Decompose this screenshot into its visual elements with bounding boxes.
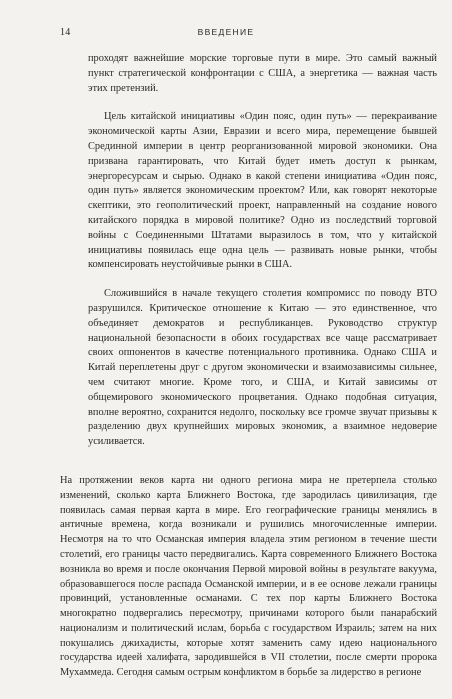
quote-paragraph-2: Цель китайской инициативы «Один пояс, один путь» — перекраивание экономической карты Азии, Евразии и всего мира, перемещение бывшей Срединной империи в центр реорганизованной мировой экономики. Она призвана гарантировать, что Китай будет иметь доступ к рынкам, энергоресурсам и сырью. Однако в какой степени инициатива «Один пояс, один путь» является экономическим проектом? Или, как говорят некоторые скептики, это геополитический проект, направленный на создание нового китайского порядка в мировой политике? Одно из последствий торговой войны с Соединенными Штатами выразилось в том, что у китайской инициативы появилась еще одна цель — развивать новые рынки, чтобы компенсировать неустойчивые рынки в США. bbox=[88, 111, 437, 271]
main-text-block bbox=[60, 474, 437, 681]
page-body bbox=[0, 52, 452, 681]
page-header bbox=[0, 27, 452, 41]
running-head: ВВЕДЕНИЕ bbox=[197, 27, 255, 37]
main-paragraph: На протяжении веков карта ни одного региона мира не претерпела столько изменений, сколько карта Ближнего Востока, где зародилась цивилизация, где появилась самая первая карта в мире. Его географические границы менялись в античные времена, когда возникали и рушились многочисленные империи. Несмотря на то что Османская империя владела этим регионом в течение шести столетий, его границы часто передвигались. Карта современного Ближнего Востока возникла во время и после окончания Первой мировой войны в результате вакуума, образовавшегося после распада Османской империи, и в ее основе лежали границы провинций, установленные османами. С тех пор карты Ближнего Востока многократно подвергались пересмотру, причинами которого были панарабский национализм и политический ислам, борьба с государством Израиль; затем на них покушались джихадисты, которые хотят заменить саму идею национального государства идеей халифата, зародившейся в VII столетии, после смерти пророка Мухаммеда. Сегодня самым острым конфликтом в борьбе за лидерство в регионе bbox=[60, 474, 437, 679]
quote-paragraph-1: проходят важнейшие морские торговые пути в мире. Это самый важный пункт стратегической конфронтации с США, а энергетика — важная часть этих претензий. bbox=[88, 53, 437, 94]
quote-paragraph-3: Сложившийся в начале текущего столетия компромисс по поводу ВТО разрушился. Критическое отношение к Китаю — это единственное, что объединяет демократов и республиканцев. Руководство структур национальной безопасности в обоих государствах все чаще рассматривает своих оппонентов в качестве потенциального противника. Однако США и Китай переплетены друг с другом экономически и взаимозависимы сильнее, чем считают многие. Кроме того, и США, и Китай зависимы от общемирового экономического процветания. Однако подобная ситуация, вполне вероятно, сохранится недолго, поскольку все громче звучат призывы к разделению двух крупнейших мировых экономик, а взаимное недоверие усиливается. bbox=[88, 288, 437, 448]
quoted-block bbox=[88, 52, 437, 450]
page-number: 14 bbox=[60, 27, 71, 38]
